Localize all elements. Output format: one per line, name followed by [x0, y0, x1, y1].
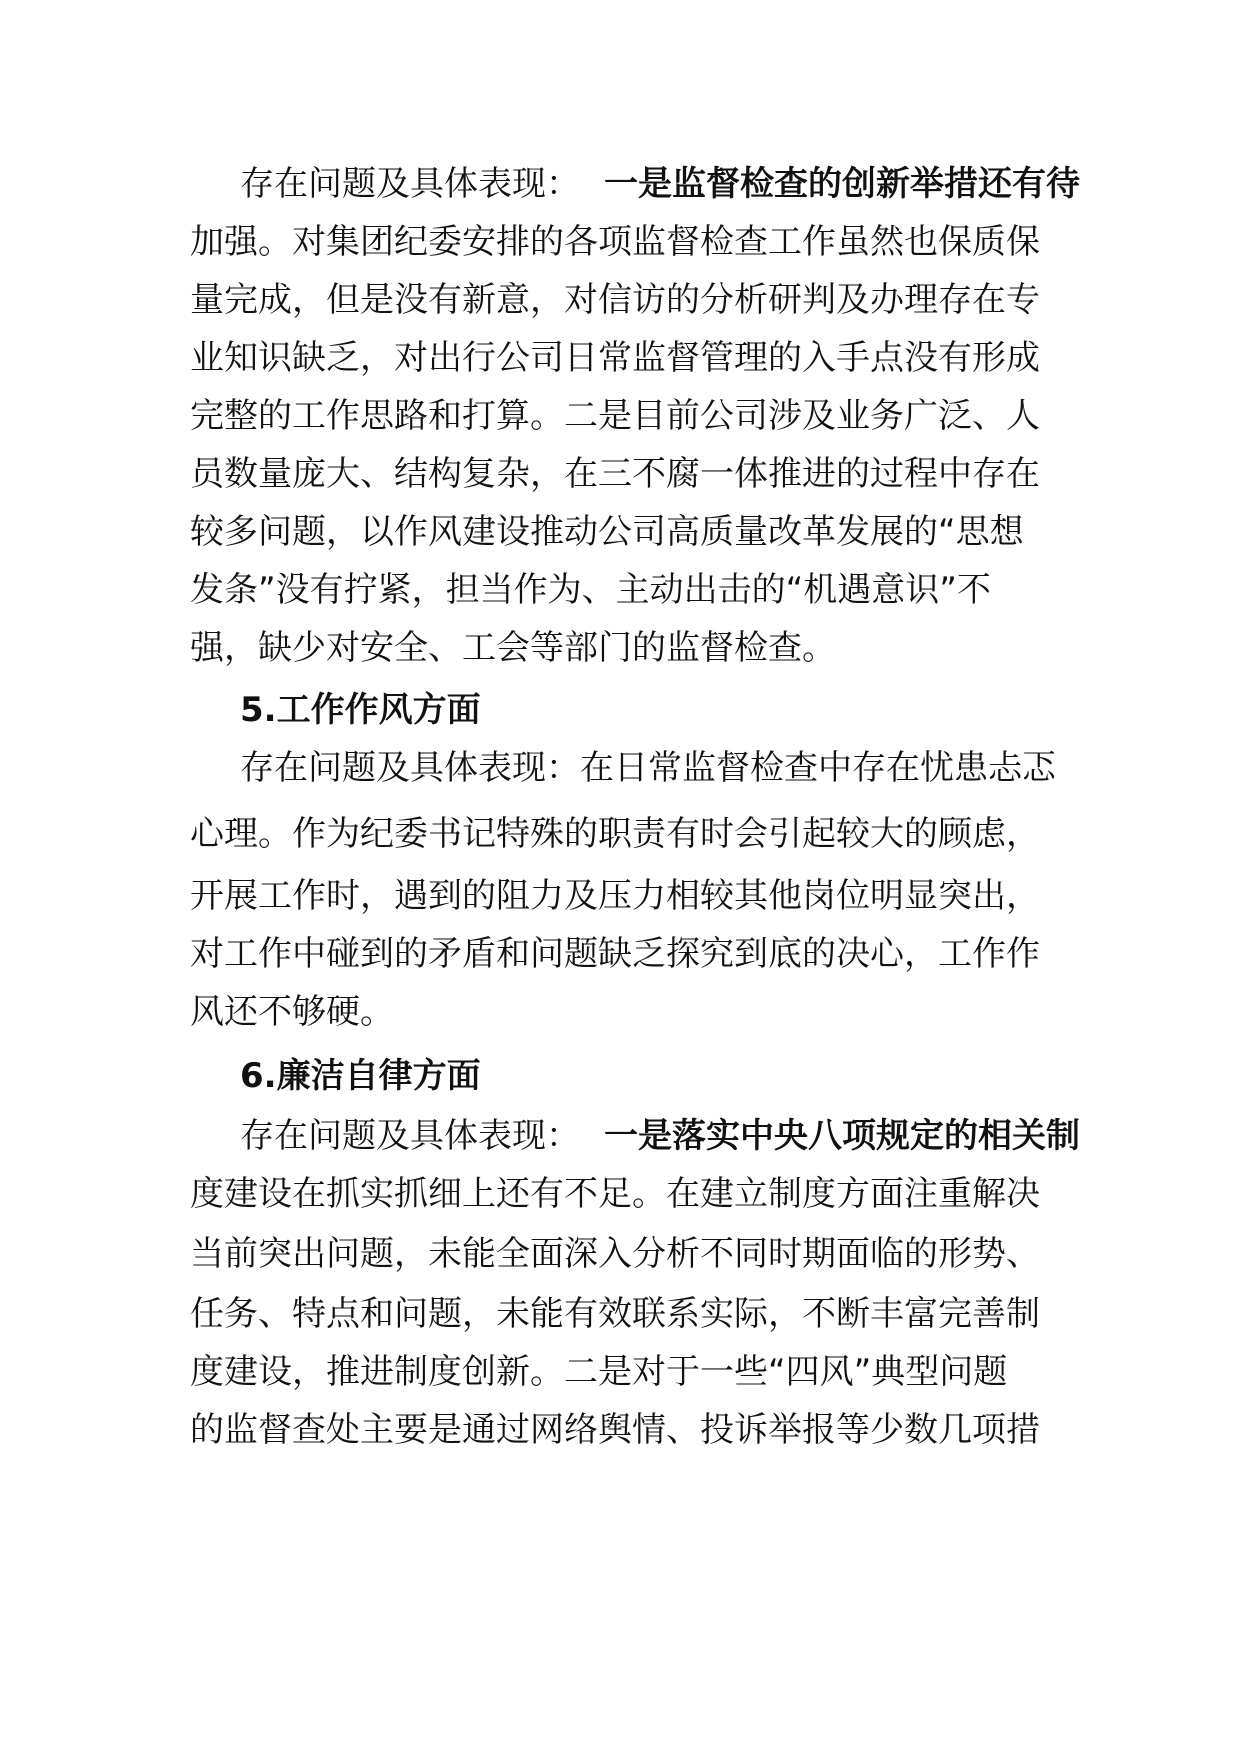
- section4-line: 量完成，但是没有新意，对信访的分析研判及办理存在专: [190, 280, 1040, 320]
- section4-line: 完整的工作思路和打算。二是目前公司涉及业务广泛、人: [190, 396, 1040, 436]
- section6-line: 度建设在抓实抓细上还有不足。在建立制度方面注重解决: [190, 1174, 1040, 1214]
- section5-heading: 5.工作作风方面: [240, 690, 481, 730]
- section4-lead-text: 一是监督检查的创新举措还有待: [604, 164, 1080, 204]
- section4-line: 员数量庞大、结构复杂，在三不腐一体推进的过程中存在: [190, 454, 1040, 494]
- section5-first-line: 存在问题及具体表现：在日常监督检查中存在忧患忐忑: [240, 748, 1056, 788]
- section4-line: 加强。对集团纪委安排的各项监督检查工作虽然也保质保: [190, 222, 1040, 262]
- section4-first-line: [240, 164, 1080, 204]
- section6-line: 当前突出问题，未能全面深入分析不同时期面临的形势、: [190, 1234, 1040, 1274]
- section4-line: 较多问题，以作风建设推动公司高质量改革发展的“思想: [190, 512, 1024, 552]
- section6-lead-label: 存在问题及具体表现：: [240, 1116, 580, 1156]
- section6-heading: 6.廉洁自律方面: [240, 1056, 481, 1096]
- section5-line: 开展工作时，遇到的阻力及压力相较其他岗位明显突出，: [190, 876, 1040, 916]
- section5-line: 心理。作为纪委书记特殊的职责有时会引起较大的顾虑，: [190, 814, 1040, 854]
- section4-lead-label: 存在问题及具体表现：: [240, 164, 580, 204]
- section5-line: 对工作中碰到的矛盾和问题缺乏探究到底的决心，工作作: [190, 934, 1040, 974]
- section6-line: 任务、特点和问题，未能有效联系实际，不断丰富完善制: [190, 1294, 1040, 1334]
- section4-line: 发条”没有拧紧，担当作为、主动出击的“机遇意识”不: [190, 570, 991, 610]
- section6-lead-text: 一是落实中央八项规定的相关制: [604, 1116, 1080, 1156]
- section4-line: 强，缺少对安全、工会等部门的监督检查。: [190, 628, 836, 668]
- section6-first-line: [240, 1116, 1080, 1156]
- section6-line: 度建设，推进制度创新。二是对于一些“四风”典型问题: [190, 1352, 1008, 1392]
- section5-line: 风还不够硬。: [190, 992, 394, 1032]
- section4-line: 业知识缺乏，对出行公司日常监督管理的入手点没有形成: [190, 338, 1040, 378]
- section6-line: 的监督查处主要是通过网络舆情、投诉举报等少数几项措: [190, 1410, 1040, 1450]
